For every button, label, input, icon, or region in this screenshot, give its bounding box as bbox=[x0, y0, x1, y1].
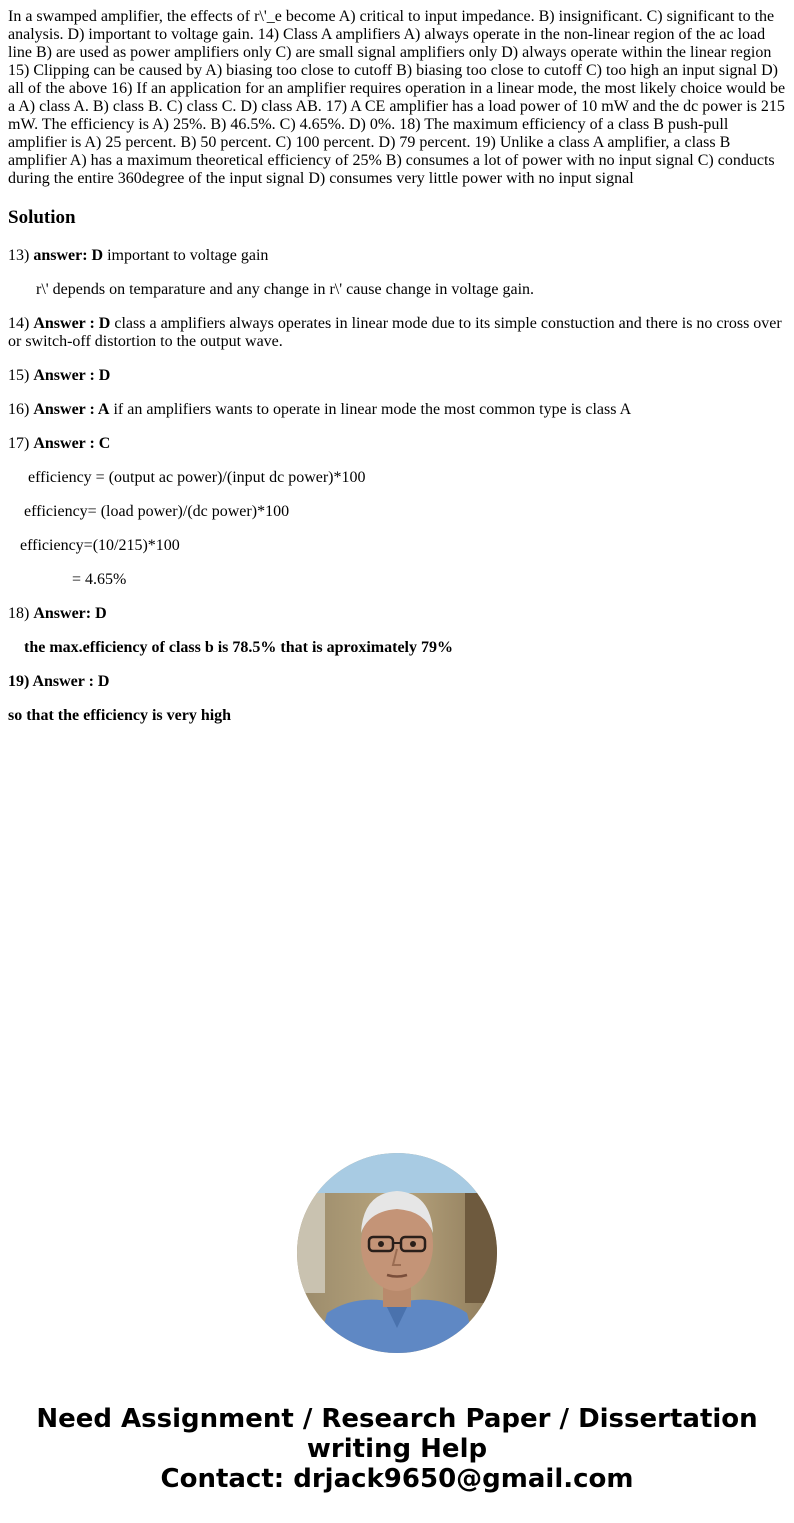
answer-16-number: 16) bbox=[8, 401, 34, 418]
answer-17-label: Answer : C bbox=[33, 435, 111, 452]
answer-18-note: the max.efficiency of class b is 78.5% that is aproximately 79% bbox=[24, 639, 453, 656]
promo-contact: Contact: drjack9650@gmail.com bbox=[160, 1464, 634, 1494]
promo-line-1: Need Assignment / Research Paper / Dissertation bbox=[36, 1404, 758, 1434]
answer-17-calc-line: efficiency=(10/215)*100 bbox=[20, 537, 180, 554]
answer-16-label: Answer : A bbox=[33, 401, 110, 418]
answer-17 bbox=[8, 435, 788, 453]
answer-14 bbox=[8, 315, 788, 351]
answer-13 bbox=[8, 247, 788, 265]
author-portrait-icon bbox=[297, 1153, 497, 1353]
answer-18-label: Answer: D bbox=[33, 605, 107, 622]
solution-heading: Solution bbox=[8, 207, 76, 228]
answer-15-label: Answer : D bbox=[33, 367, 111, 384]
answer-17-calc-result: = 4.65% bbox=[72, 571, 127, 588]
answer-17-number: 17) bbox=[8, 435, 34, 452]
answer-16 bbox=[8, 401, 788, 419]
answer-19: 19) Answer : D bbox=[8, 673, 110, 690]
promo-footer bbox=[0, 1404, 794, 1494]
answer-17-calc-line: efficiency = (output ac power)/(input dc power)*100 bbox=[28, 469, 366, 486]
answer-16-text: if an amplifiers wants to operate in linear mode the most common type is class A bbox=[109, 401, 632, 418]
answer-13-label: answer: D bbox=[33, 247, 104, 264]
answer-15 bbox=[8, 367, 788, 385]
answer-14-text: class a amplifiers always operates in linear mode due to its simple constuction and there is no cross over or switch-off distortion to the output wave. bbox=[8, 315, 786, 350]
answer-13-note: r\' depends on temparature and any change in r\' cause change in voltage gain. bbox=[36, 281, 535, 298]
promo-line-2: writing Help bbox=[306, 1434, 488, 1464]
question-text: In a swamped amplifier, the effects of r\'_e become A) critical to input impedance. B) insignificant. C) significant to the analysis. D) important to voltage gain. 14) Class A amplifiers A) always operate in the non-linear region of the ac load line B) are used as power amplifiers only C) are small signal amplifiers only D) always operate within the linear region 15) Clipping can be caused by A) biasing too close to cutoff B) biasing too close to cutoff C) too high an input signal D) all of the above 16) If an application for an amplifier requires operation in a linear mode, the most likely choice would be a A) class A. B) class B. C) class C. D) class AB. 17) A CE amplifier has a load power of 10 mW and the dc power is 215 mW. The efficiency is A) 25%. B) 46.5%. C) 4.65%. D) 0%. 18) The maximum efficiency of a class B push-pull amplifier is A) 25 percent. B) 50 percent. C) 100 percent. D) 79 percent. 19) Unlike a class A amplifier, a class B amplifier A) has a maximum theoretical efficiency of 25% B) consumes a lot of power with no input signal C) conducts during the entire 360degree of the input signal D) consumes very little power with no input signal bbox=[8, 8, 786, 187]
answer-14-label: Answer : D bbox=[33, 315, 111, 332]
answer-18-number: 18) bbox=[8, 605, 34, 622]
answer-14-number: 14) bbox=[8, 315, 34, 332]
answer-18 bbox=[8, 605, 788, 623]
answer-17-calc-line: efficiency= (load power)/(dc power)*100 bbox=[24, 503, 290, 520]
answer-13-text: important to voltage gain bbox=[103, 247, 269, 264]
author-avatar bbox=[297, 1153, 497, 1353]
answer-15-number: 15) bbox=[8, 367, 34, 384]
answer-19-note: so that the efficiency is very high bbox=[8, 707, 232, 724]
answer-13-number: 13) bbox=[8, 247, 34, 264]
